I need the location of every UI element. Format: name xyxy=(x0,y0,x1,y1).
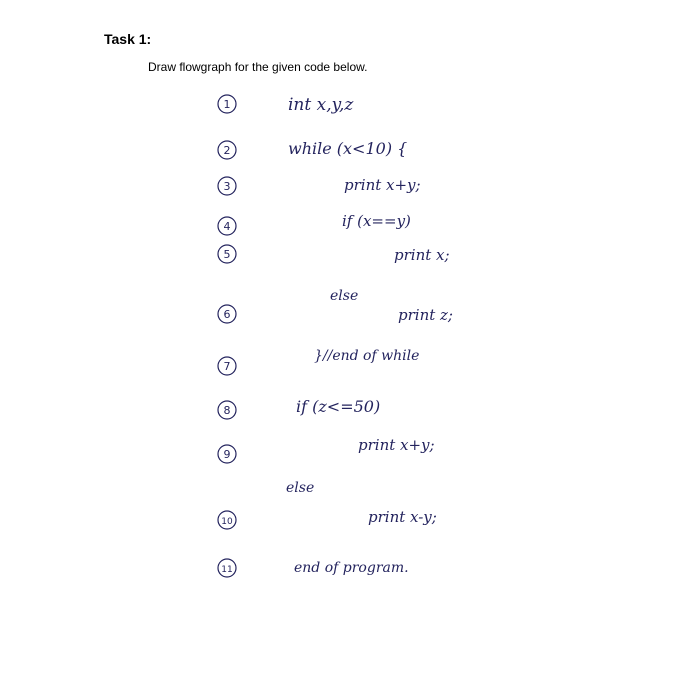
task-title: Task 1: xyxy=(104,31,152,47)
code-line-1: int x,y,z xyxy=(288,95,354,115)
line-number-6 xyxy=(218,305,236,323)
instruction-text: Draw flowgraph for the given code below. xyxy=(148,60,368,74)
code-line-4: if (x==y) xyxy=(342,212,411,230)
line-number-9 xyxy=(218,445,236,463)
line-number-3 xyxy=(218,177,236,195)
line-number-5 xyxy=(218,245,236,263)
line-number-10 xyxy=(218,511,236,529)
line-number-7 xyxy=(218,357,236,375)
svg-text:1: 1 xyxy=(223,98,231,111)
code-line-11: end of program. xyxy=(294,560,409,576)
code-line-else-2: else xyxy=(286,480,315,496)
line-number-8 xyxy=(218,401,236,419)
line-number-11 xyxy=(218,559,236,577)
code-line-9: print x+y; xyxy=(358,436,435,454)
code-line-10: print x-y; xyxy=(368,508,437,526)
handwritten-code-image xyxy=(210,88,540,588)
code-line-7: }//end of while xyxy=(314,348,420,364)
line-number-4 xyxy=(218,217,236,235)
svg-text:9: 9 xyxy=(223,448,231,461)
svg-text:7: 7 xyxy=(223,360,231,373)
code-line-3: print x+y; xyxy=(344,176,421,194)
code-line-8: if (z<=50) xyxy=(296,397,381,416)
svg-text:2: 2 xyxy=(223,144,231,157)
code-line-2: while (x<10) { xyxy=(288,139,408,158)
code-line-else-1: else xyxy=(330,288,359,304)
code-line-6: print z; xyxy=(398,306,453,324)
svg-text:3: 3 xyxy=(223,180,231,193)
svg-text:8: 8 xyxy=(223,404,231,417)
svg-text:6: 6 xyxy=(223,308,231,321)
svg-text:4: 4 xyxy=(223,220,231,233)
code-line-5: print x; xyxy=(394,246,450,264)
svg-text:10: 10 xyxy=(221,517,233,527)
line-number-2 xyxy=(218,141,236,159)
svg-text:11: 11 xyxy=(221,565,233,575)
line-number-1 xyxy=(218,95,236,113)
svg-text:5: 5 xyxy=(223,248,231,261)
